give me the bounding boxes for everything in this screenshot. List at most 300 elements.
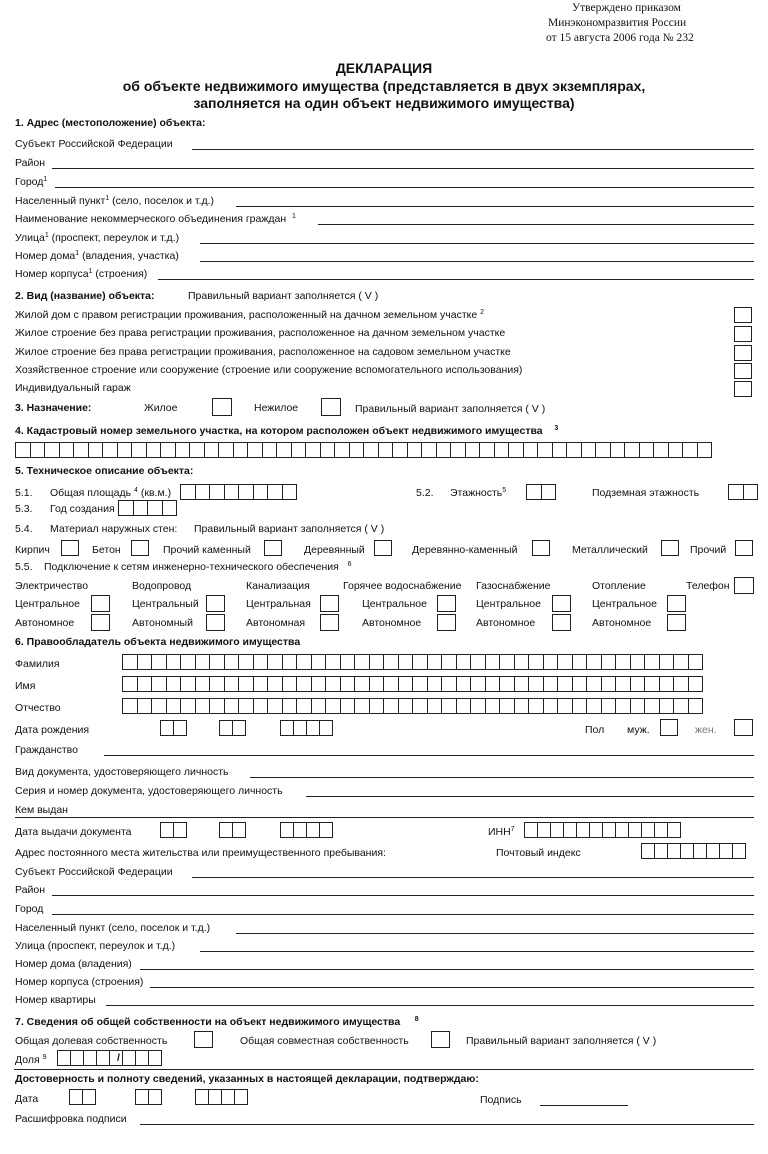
input-cell[interactable]: [398, 698, 414, 714]
input-cell[interactable]: [122, 698, 138, 714]
input-cell[interactable]: [537, 442, 553, 458]
input-cell[interactable]: [644, 676, 660, 692]
input-cell[interactable]: [122, 676, 138, 692]
input-cell[interactable]: [688, 654, 704, 670]
wall-stone-checkbox[interactable]: [264, 540, 282, 556]
s3-nonresidential-checkbox[interactable]: [321, 398, 341, 416]
input-cell[interactable]: [654, 822, 668, 838]
input-cell[interactable]: [234, 1089, 248, 1105]
input-cell[interactable]: [383, 676, 399, 692]
input-cell[interactable]: [470, 698, 486, 714]
input-cell[interactable]: [69, 1089, 83, 1105]
input-cell[interactable]: [673, 654, 689, 670]
input-cell[interactable]: [253, 676, 269, 692]
input-cell[interactable]: [485, 654, 501, 670]
input-cell[interactable]: [728, 484, 744, 500]
s2-opt5-checkbox[interactable]: [734, 381, 752, 397]
input-cell[interactable]: [151, 698, 167, 714]
name-cells[interactable]: [122, 676, 702, 692]
input-cell[interactable]: [680, 843, 694, 859]
s1-city-field[interactable]: [55, 187, 754, 188]
input-cell[interactable]: [232, 720, 246, 736]
input-cell[interactable]: [398, 654, 414, 670]
input-cell[interactable]: [209, 676, 225, 692]
input-cell[interactable]: [296, 654, 312, 670]
input-cell[interactable]: [166, 654, 182, 670]
input-cell[interactable]: [485, 698, 501, 714]
input-cell[interactable]: [610, 442, 626, 458]
input-cell[interactable]: [601, 698, 617, 714]
input-cell[interactable]: [550, 822, 564, 838]
footer-month-cells[interactable]: [135, 1089, 161, 1105]
input-cell[interactable]: [162, 500, 178, 516]
input-cell[interactable]: [280, 822, 294, 838]
input-cell[interactable]: [641, 822, 655, 838]
input-cell[interactable]: [173, 822, 187, 838]
input-cell[interactable]: [456, 698, 472, 714]
input-cell[interactable]: [320, 442, 336, 458]
input-cell[interactable]: [137, 698, 153, 714]
input-cell[interactable]: [102, 442, 118, 458]
input-cell[interactable]: [340, 698, 356, 714]
input-cell[interactable]: [543, 698, 559, 714]
input-cell[interactable]: [311, 698, 327, 714]
input-cell[interactable]: [311, 654, 327, 670]
input-cell[interactable]: [238, 654, 254, 670]
input-cell[interactable]: [267, 676, 283, 692]
s1-subject-field[interactable]: [192, 149, 754, 150]
input-cell[interactable]: [262, 442, 278, 458]
input-cell[interactable]: [412, 654, 428, 670]
input-cell[interactable]: [282, 676, 298, 692]
surname-cells[interactable]: [122, 654, 702, 670]
s1-district-field[interactable]: [52, 168, 754, 169]
util-water-central-checkbox[interactable]: [206, 595, 225, 612]
input-cell[interactable]: [276, 442, 292, 458]
input-cell[interactable]: [238, 676, 254, 692]
input-cell[interactable]: [180, 654, 196, 670]
wall-wood-checkbox[interactable]: [374, 540, 392, 556]
input-cell[interactable]: [528, 698, 544, 714]
input-cell[interactable]: [232, 822, 246, 838]
input-cell[interactable]: [291, 442, 307, 458]
input-cell[interactable]: [719, 843, 733, 859]
input-cell[interactable]: [537, 822, 551, 838]
input-cell[interactable]: [354, 676, 370, 692]
input-cell[interactable]: [543, 676, 559, 692]
birth-day-cells[interactable]: [160, 720, 186, 736]
util-gas-central-checkbox[interactable]: [552, 595, 571, 612]
input-cell[interactable]: [595, 442, 611, 458]
input-cell[interactable]: [552, 442, 568, 458]
input-cell[interactable]: [630, 698, 646, 714]
input-cell[interactable]: [148, 1050, 162, 1066]
input-cell[interactable]: [173, 720, 187, 736]
input-cell[interactable]: [732, 843, 746, 859]
input-cell[interactable]: [528, 676, 544, 692]
s6-subject-field[interactable]: [192, 877, 754, 878]
input-cell[interactable]: [601, 676, 617, 692]
input-cell[interactable]: [688, 698, 704, 714]
input-cell[interactable]: [82, 1089, 96, 1105]
input-cell[interactable]: [644, 698, 660, 714]
input-cell[interactable]: [224, 698, 240, 714]
input-cell[interactable]: [499, 676, 515, 692]
input-cell[interactable]: [421, 442, 437, 458]
util-water-auto-checkbox[interactable]: [206, 614, 225, 631]
input-cell[interactable]: [615, 654, 631, 670]
input-cell[interactable]: [253, 484, 269, 500]
input-cell[interactable]: [682, 442, 698, 458]
s6-citizenship-field[interactable]: [104, 755, 754, 756]
input-cell[interactable]: [499, 698, 515, 714]
input-cell[interactable]: [436, 442, 452, 458]
input-cell[interactable]: [363, 442, 379, 458]
input-cell[interactable]: [557, 676, 573, 692]
s3-residential-checkbox[interactable]: [212, 398, 232, 416]
input-cell[interactable]: [204, 442, 220, 458]
input-cell[interactable]: [219, 720, 233, 736]
input-cell[interactable]: [456, 654, 472, 670]
input-cell[interactable]: [659, 654, 675, 670]
input-cell[interactable]: [57, 1050, 71, 1066]
input-cell[interactable]: [354, 654, 370, 670]
input-cell[interactable]: [602, 822, 616, 838]
s1-house-field[interactable]: [200, 261, 754, 262]
input-cell[interactable]: [514, 654, 530, 670]
footer-signature-field[interactable]: [540, 1105, 628, 1106]
util-sewer-auto-checkbox[interactable]: [320, 614, 339, 631]
input-cell[interactable]: [630, 654, 646, 670]
input-cell[interactable]: [209, 484, 225, 500]
s1-settlement-field[interactable]: [236, 206, 754, 207]
input-cell[interactable]: [392, 442, 408, 458]
input-cell[interactable]: [412, 698, 428, 714]
input-cell[interactable]: [175, 442, 191, 458]
input-cell[interactable]: [667, 843, 681, 859]
input-cell[interactable]: [441, 676, 457, 692]
input-cell[interactable]: [557, 698, 573, 714]
input-cell[interactable]: [697, 442, 713, 458]
input-cell[interactable]: [524, 822, 538, 838]
input-cell[interactable]: [369, 698, 385, 714]
input-cell[interactable]: [369, 676, 385, 692]
input-cell[interactable]: [693, 843, 707, 859]
input-cell[interactable]: [218, 442, 234, 458]
input-cell[interactable]: [209, 698, 225, 714]
input-cell[interactable]: [117, 442, 133, 458]
input-cell[interactable]: [450, 442, 466, 458]
input-cell[interactable]: [148, 1089, 162, 1105]
input-cell[interactable]: [135, 1089, 149, 1105]
input-cell[interactable]: [305, 442, 321, 458]
input-cell[interactable]: [306, 822, 320, 838]
util-sewer-central-checkbox[interactable]: [320, 595, 339, 612]
input-cell[interactable]: [247, 442, 263, 458]
util-electricity-auto-checkbox[interactable]: [91, 614, 110, 631]
s6-building-field[interactable]: [150, 987, 754, 988]
input-cell[interactable]: [88, 442, 104, 458]
s6-doc-number-field[interactable]: [306, 796, 754, 797]
input-cell[interactable]: [349, 442, 365, 458]
input-cell[interactable]: [73, 442, 89, 458]
input-cell[interactable]: [668, 442, 684, 458]
input-cell[interactable]: [659, 676, 675, 692]
s2-opt3-checkbox[interactable]: [734, 345, 752, 361]
input-cell[interactable]: [166, 676, 182, 692]
input-cell[interactable]: [296, 698, 312, 714]
input-cell[interactable]: [189, 442, 205, 458]
input-cell[interactable]: [427, 698, 443, 714]
s7-joint-checkbox[interactable]: [431, 1031, 450, 1048]
input-cell[interactable]: [528, 654, 544, 670]
input-cell[interactable]: [441, 654, 457, 670]
issue-day-cells[interactable]: [160, 822, 186, 838]
wall-brick-checkbox[interactable]: [61, 540, 79, 556]
input-cell[interactable]: [253, 698, 269, 714]
input-cell[interactable]: [135, 1050, 149, 1066]
input-cell[interactable]: [137, 676, 153, 692]
input-cell[interactable]: [151, 676, 167, 692]
input-cell[interactable]: [427, 654, 443, 670]
input-cell[interactable]: [151, 654, 167, 670]
floors-cells[interactable]: [526, 484, 555, 500]
input-cell[interactable]: [523, 442, 539, 458]
input-cell[interactable]: [15, 442, 31, 458]
input-cell[interactable]: [441, 698, 457, 714]
input-cell[interactable]: [566, 442, 582, 458]
s2-opt2-checkbox[interactable]: [734, 326, 752, 342]
input-cell[interactable]: [334, 442, 350, 458]
input-cell[interactable]: [319, 822, 333, 838]
input-cell[interactable]: [146, 442, 162, 458]
input-cell[interactable]: [572, 698, 588, 714]
input-cell[interactable]: [224, 654, 240, 670]
input-cell[interactable]: [383, 698, 399, 714]
input-cell[interactable]: [644, 654, 660, 670]
input-cell[interactable]: [641, 843, 655, 859]
input-cell[interactable]: [137, 654, 153, 670]
cadastral-number-cells[interactable]: [15, 442, 711, 458]
s6-district-field[interactable]: [52, 895, 754, 896]
input-cell[interactable]: [383, 654, 399, 670]
input-cell[interactable]: [238, 698, 254, 714]
s6-settlement-field[interactable]: [236, 933, 754, 934]
input-cell[interactable]: [541, 484, 557, 500]
wall-concrete-checkbox[interactable]: [131, 540, 149, 556]
input-cell[interactable]: [44, 442, 60, 458]
input-cell[interactable]: [412, 676, 428, 692]
input-cell[interactable]: [195, 654, 211, 670]
input-cell[interactable]: [109, 1050, 123, 1066]
s6-doc-type-field[interactable]: [250, 777, 754, 778]
input-cell[interactable]: [59, 442, 75, 458]
input-cell[interactable]: [494, 442, 510, 458]
wall-woodstone-checkbox[interactable]: [532, 540, 550, 556]
input-cell[interactable]: [282, 484, 298, 500]
input-cell[interactable]: [576, 822, 590, 838]
input-cell[interactable]: [586, 654, 602, 670]
input-cell[interactable]: [195, 1089, 209, 1105]
input-cell[interactable]: [267, 698, 283, 714]
input-cell[interactable]: [340, 676, 356, 692]
input-cell[interactable]: [581, 442, 597, 458]
input-cell[interactable]: [624, 442, 640, 458]
input-cell[interactable]: [479, 442, 495, 458]
input-cell[interactable]: [325, 654, 341, 670]
wall-other-checkbox[interactable]: [735, 540, 753, 556]
input-cell[interactable]: [427, 676, 443, 692]
input-cell[interactable]: [224, 676, 240, 692]
input-cell[interactable]: [543, 654, 559, 670]
input-cell[interactable]: [325, 698, 341, 714]
input-cell[interactable]: [586, 676, 602, 692]
inn-cells[interactable]: [524, 822, 680, 838]
input-cell[interactable]: [470, 654, 486, 670]
input-cell[interactable]: [311, 676, 327, 692]
input-cell[interactable]: [131, 442, 147, 458]
util-hotwater-central-checkbox[interactable]: [437, 595, 456, 612]
input-cell[interactable]: [280, 720, 294, 736]
s6-apartment-field[interactable]: [106, 1005, 754, 1006]
area-cells[interactable]: [180, 484, 296, 500]
util-heating-auto-checkbox[interactable]: [667, 614, 686, 631]
util-electricity-central-checkbox[interactable]: [91, 595, 110, 612]
input-cell[interactable]: [508, 442, 524, 458]
input-cell[interactable]: [628, 822, 642, 838]
input-cell[interactable]: [499, 654, 515, 670]
input-cell[interactable]: [267, 484, 283, 500]
s6-issued-by-field[interactable]: [15, 817, 754, 818]
input-cell[interactable]: [572, 654, 588, 670]
input-cell[interactable]: [83, 1050, 97, 1066]
input-cell[interactable]: [233, 442, 249, 458]
input-cell[interactable]: [195, 698, 211, 714]
s7-shared-checkbox[interactable]: [194, 1031, 213, 1048]
input-cell[interactable]: [147, 500, 163, 516]
input-cell[interactable]: [282, 654, 298, 670]
s1-building-field[interactable]: [158, 279, 754, 280]
input-cell[interactable]: [615, 822, 629, 838]
input-cell[interactable]: [208, 1089, 222, 1105]
input-cell[interactable]: [407, 442, 423, 458]
input-cell[interactable]: [195, 676, 211, 692]
input-cell[interactable]: [615, 676, 631, 692]
input-cell[interactable]: [586, 698, 602, 714]
share-cells[interactable]: [57, 1050, 161, 1066]
s6-female-checkbox[interactable]: [734, 719, 753, 736]
input-cell[interactable]: [296, 676, 312, 692]
input-cell[interactable]: [465, 442, 481, 458]
footer-decode-field[interactable]: [140, 1124, 754, 1125]
input-cell[interactable]: [209, 654, 225, 670]
input-cell[interactable]: [253, 654, 269, 670]
year-cells[interactable]: [118, 500, 176, 516]
input-cell[interactable]: [470, 676, 486, 692]
footer-day-cells[interactable]: [69, 1089, 95, 1105]
s6-street-field[interactable]: [200, 951, 754, 952]
input-cell[interactable]: [354, 698, 370, 714]
input-cell[interactable]: [325, 676, 341, 692]
input-cell[interactable]: [306, 720, 320, 736]
input-cell[interactable]: [673, 676, 689, 692]
s6-male-checkbox[interactable]: [660, 719, 678, 736]
util-hotwater-auto-checkbox[interactable]: [437, 614, 456, 631]
input-cell[interactable]: [743, 484, 759, 500]
input-cell[interactable]: [563, 822, 577, 838]
underground-floors-cells[interactable]: [728, 484, 757, 500]
input-cell[interactable]: [659, 698, 675, 714]
input-cell[interactable]: [456, 676, 472, 692]
input-cell[interactable]: [557, 654, 573, 670]
input-cell[interactable]: [267, 654, 283, 670]
issue-month-cells[interactable]: [219, 822, 245, 838]
patronymic-cells[interactable]: [122, 698, 702, 714]
input-cell[interactable]: [398, 676, 414, 692]
input-cell[interactable]: [160, 822, 174, 838]
input-cell[interactable]: [514, 676, 530, 692]
input-cell[interactable]: [282, 698, 298, 714]
input-cell[interactable]: [673, 698, 689, 714]
input-cell[interactable]: [378, 442, 394, 458]
input-cell[interactable]: [667, 822, 681, 838]
input-cell[interactable]: [160, 720, 174, 736]
input-cell[interactable]: [589, 822, 603, 838]
s6-city-field[interactable]: [52, 914, 754, 915]
input-cell[interactable]: [166, 698, 182, 714]
input-cell[interactable]: [688, 676, 704, 692]
s1-street-field[interactable]: [200, 243, 754, 244]
input-cell[interactable]: [615, 698, 631, 714]
footer-year-cells[interactable]: [195, 1089, 247, 1105]
input-cell[interactable]: [572, 676, 588, 692]
input-cell[interactable]: [122, 654, 138, 670]
input-cell[interactable]: [238, 484, 254, 500]
postcode-cells[interactable]: [641, 843, 745, 859]
input-cell[interactable]: [319, 720, 333, 736]
s2-opt4-checkbox[interactable]: [734, 363, 752, 379]
input-cell[interactable]: [219, 822, 233, 838]
input-cell[interactable]: [485, 676, 501, 692]
util-heating-central-checkbox[interactable]: [667, 595, 686, 612]
input-cell[interactable]: [224, 484, 240, 500]
s1-nko-field[interactable]: [318, 224, 754, 225]
input-cell[interactable]: [180, 698, 196, 714]
wall-metal-checkbox[interactable]: [661, 540, 679, 556]
input-cell[interactable]: [195, 484, 211, 500]
util-phone-checkbox[interactable]: [734, 577, 754, 594]
issue-year-cells[interactable]: [280, 822, 332, 838]
input-cell[interactable]: [706, 843, 720, 859]
birth-year-cells[interactable]: [280, 720, 332, 736]
input-cell[interactable]: [369, 654, 385, 670]
util-gas-auto-checkbox[interactable]: [552, 614, 571, 631]
input-cell[interactable]: [122, 1050, 136, 1066]
input-cell[interactable]: [340, 654, 356, 670]
input-cell[interactable]: [30, 442, 46, 458]
input-cell[interactable]: [639, 442, 655, 458]
input-cell[interactable]: [221, 1089, 235, 1105]
input-cell[interactable]: [96, 1050, 110, 1066]
birth-month-cells[interactable]: [219, 720, 245, 736]
input-cell[interactable]: [70, 1050, 84, 1066]
input-cell[interactable]: [160, 442, 176, 458]
input-cell[interactable]: [180, 484, 196, 500]
input-cell[interactable]: [133, 500, 149, 516]
s2-opt1-checkbox[interactable]: [734, 307, 752, 323]
input-cell[interactable]: [514, 698, 530, 714]
input-cell[interactable]: [180, 676, 196, 692]
